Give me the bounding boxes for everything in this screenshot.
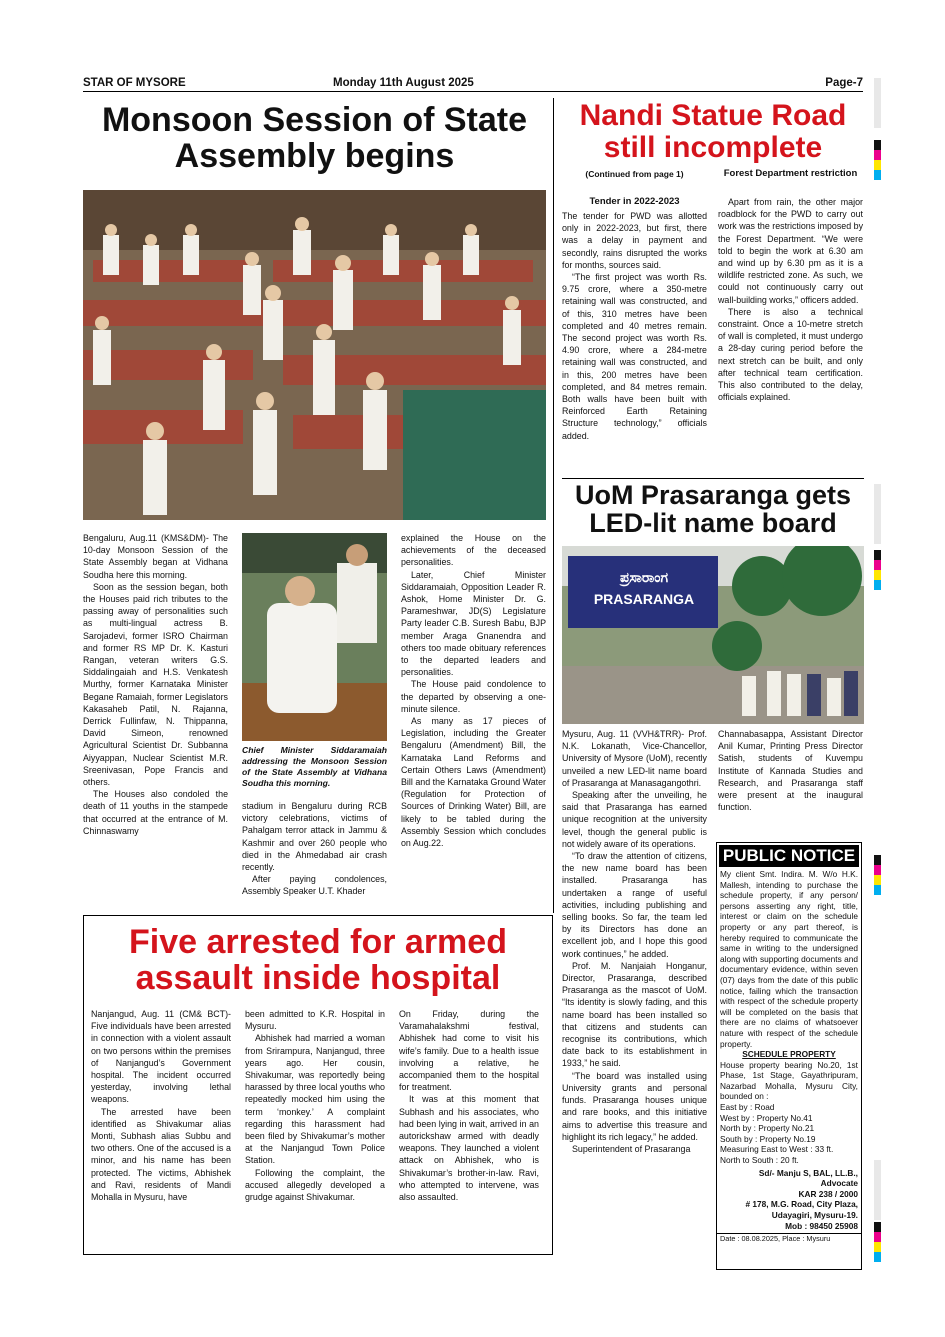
color-register-mark — [874, 1222, 881, 1262]
name-board-text: ಪ್ರಸಾರಾಂಗ PRASARANGA — [593, 569, 695, 607]
bound-line: Measuring East to West : 33 ft. — [720, 1144, 834, 1155]
registration-bar-mid — [874, 484, 881, 544]
schedule-property: House property bearing No.20, 1st Phase, 1st Stage, Gayathripuram, Nazarbad Mohalla, Mysuru City, bounded on : — [720, 1059, 858, 1102]
prasaranga-photo — [562, 546, 864, 724]
hospital-column-1 — [91, 1008, 231, 1203]
paragraph: Bengaluru, Aug.11 (KMS&DM)- The 10-day Monsoon Session of the State Assembly began at Vidhana Soudha here this morning. — [83, 533, 228, 580]
paragraph: been admitted to K.R. Hospital in Mysuru. — [245, 1009, 385, 1032]
sign-line: Udayagiri, Mysuru-19. — [771, 1210, 858, 1220]
notice-date: Date : 08.08.2025, Place : Mysuru — [717, 1233, 861, 1245]
sign-line: # 178, M.G. Road, City Plaza, — [745, 1199, 858, 1210]
color-register-mark — [874, 855, 881, 895]
continued-note: (Continued from page 1) — [585, 169, 684, 179]
color-register-mark — [874, 550, 881, 590]
chief-minister-illustration — [242, 533, 387, 741]
masthead — [83, 76, 863, 92]
paragraph: Speaking after the unveiling, he said that Prasaranga has earned unique recognition at the university level, though the general public is not widely aware of its operations. — [562, 790, 707, 849]
schedule-title: SCHEDULE PROPERTY — [742, 1049, 836, 1060]
hospital-column-3 — [399, 1008, 539, 1203]
paragraph: As many as 17 pieces of Legislation, including the Greater Bengaluru (Amendment) Bill, the Karnataka Land Reforms and Certain Others Laws (Amendment) Bill and the Karnataka Ground Water (Regulation for Protection of Sources of Drinking Water) Bill, are likely to be tabled during the Assembly Session which concludes on Aug.22. — [401, 716, 546, 849]
color-register-mark — [874, 140, 881, 180]
paragraph: stadium in Bengaluru during RCB victory celebrations, victims of Pahalgam terror attack in Jammu & Kashmir and over 260 people who died in the Ahmedabad air crash recently. — [242, 801, 387, 873]
hospital-headline: Five arrested for armed assault inside hospital — [129, 923, 507, 997]
prasaranga-headline: UoM Prasaranga gets LED-lit name board — [574, 480, 852, 539]
assembly-headline: Monsoon Session of State Assembly begins — [101, 101, 528, 175]
hospital-column-2 — [245, 1008, 385, 1203]
schedule-bounds — [717, 1102, 861, 1166]
sign-line: Mob : 98450 25908 — [785, 1220, 858, 1231]
assembly-photo-caption: Chief Minister Siddaramaiah addressing the Monsoon Session of the State Assembly at Vidhana Soudha this morning. — [242, 745, 387, 788]
section-divider — [562, 478, 864, 479]
page-number: Page-7 — [825, 77, 863, 89]
paragraph: Following the complaint, the accused allegedly developed a grudge against Shivakumar. — [245, 1167, 385, 1203]
paragraph: Prof. M. Nanjaiah Honganur, Director, Prasaranga, described Prasaranga as the mascot of UoM. “Its identity is slowly fading, and this name board has been installed so that citizens and students can recognise its contributions, which date back to its establishment in 1933,” he said. — [562, 960, 707, 1069]
bound-line: East by : Road — [720, 1102, 775, 1113]
assembly-hall-illustration — [83, 190, 546, 520]
paragraph: Mysuru, Aug. 11 (VVH&TRR)- Prof. N.K. Lokanath, Vice-Chancellor, University of Mysore (UoM), recently unveiled a new LED-lit name board of Prasaranga at Manasagangothri. — [562, 729, 707, 788]
nandi-headline: Nandi Statue Road still incomplete — [579, 99, 847, 164]
sign-line: Advocate — [820, 1178, 858, 1189]
paragraph: “To draw the attention of citizens, the new name board has been installed. Prasaranga has undertaken a range of useful activities, including publishing and selling books. So far, the team led by its Directors has done an excellent job, and I hope this good work continues,” he added. — [562, 851, 707, 959]
paper-name: STAR OF MYSORE — [83, 77, 186, 89]
advocate-signature — [717, 1166, 861, 1232]
prasaranga-column-1 — [562, 728, 707, 1155]
assembly-column-1 — [83, 532, 228, 837]
paragraph: Nanjangud, Aug. 11 (CM& BCT)- Five individuals have been arrested in connection with a violent assault on two persons within the premises of Nanjangud’s Government hospital. The incident occurred yesterday, involving lethal weapons. — [91, 1009, 231, 1105]
paragraph: The Houses also condoled the death of 11 youths in the stampede that occurred at the entrance of M. Chinnaswamy — [83, 789, 228, 836]
nandi-subhead-1: Tender in 2022-2023 — [589, 196, 680, 207]
paragraph: explained the House on the achievements of the deceased personalities. — [401, 533, 546, 568]
registration-bar-top — [874, 78, 881, 128]
bound-line: West by : Property No.41 — [720, 1112, 813, 1123]
paragraph: The House paid condolence to the departed by observing a one-minute silence. — [401, 679, 546, 714]
nandi-subhead-2: Forest Department restriction — [723, 168, 858, 179]
bound-line: North by : Property No.21 — [720, 1123, 815, 1134]
paragraph: “The board was installed using University grants and personal funds. Prasaranga houses unique and rare books, and this initiative aims to advertise this treasure and highlight its rich legacy,” he added. — [562, 1070, 707, 1142]
paragraph: Later, Chief Minister Siddaramaiah, Opposition Leader R. Ashok, Home Minister Dr. G. Parameshwar, JD(S) Legislature Party leader C.B. Suresh Babu, BJP member Araga Gnanendra and others too made obituary references to the departed leaders and personalities. — [401, 569, 546, 678]
assembly-column-3 — [401, 532, 546, 849]
paragraph: It was at this moment that Subhash and his associates, who had been lying in wait, arrived in an autorickshaw armed with deadly weapons. They launched a violent attack on Abhishek, who is Shivakumar’s brother-in-law. Ravi, who attempted to intervene, was also assaulted. — [399, 1094, 539, 1203]
paragraph: There is also a technical constraint. Once a 10-metre stretch of wall is completed, it must undergo a 28-day curing period before the next stretch can be built, and only after technical team certification. This also contributed to the delay, officials explained. — [718, 306, 863, 403]
assembly-column-2 — [242, 800, 387, 898]
sign-line: Sd/- Manju S, BAL, LL.B., — [758, 1167, 858, 1178]
prasaranga-column-2 — [718, 728, 863, 813]
paragraph: The arrested have been identified as Shivakumar alias Monti, Subhash alias Subbu and two others. One of the accused is a minor, and his name has been protected. The victims, Abhishek and Ravi, residents of Mandi Mohalla in Mysuru, have — [91, 1106, 231, 1203]
bound-line: South by : Property No.19 — [720, 1133, 816, 1144]
assembly-hall-photo — [83, 190, 546, 520]
paragraph: “The first project was worth Rs. 9.75 crore, where a 350-metre retaining wall was constructed, and of this, 310 metres have been completed and 40 metres remain. The second project was worth Rs. 4.90 crore, where a 284-metre retaining wall was constructed, and in this, 200 metres have been completed, and 84 metres remain. Both walls have been built with Reinforced Earth Retaining Structure technology,” officials added. — [562, 272, 707, 441]
paragraph: Soon as the session began, both the Houses paid rich tributes to the passing away of personalities such as multi-lingual actress B. Sarojadevi, former ISRO Chairman and former RS MP Dr. K. Kasturi Rangan, veteran writers G.S. Siddalingaiah and H.S. Venkatesh Murthy, former Karnataka Minister Begane Ramaiah, former Legislators Kakasaheb Patil, N. Rajanna, Derrick Fullinfaw, N. Thippanna, David Simeon, renowned Agricultural Scientist Dr. Subbanna Aiyyappan, Nuclear Scientist M.R. Sreenivasan, Pope Francis and others. — [83, 581, 228, 788]
notice-body: My client Smt. Indira. M. W/o H.K. Mallesh, intending to purchase the schedule property, if any person/ persons asserting any right, title, interest or claim on the schedule property or any part thereof, is hereby required to communicate the same in writing to the undersigned along with supporting documents and documentary evidence, within seven (07) days from the date of this public notice, failing which the transaction with respect of the schedule property will be completed on the basis that there are no claims of whatsoever nature with respect of the schedule property. — [720, 869, 858, 1049]
bound-line: North to South : 20 ft. — [720, 1155, 799, 1166]
nandi-column-1 — [562, 210, 707, 442]
sign-line: KAR 238 / 2000 — [798, 1188, 858, 1199]
notice-title: PUBLIC NOTICE — [719, 845, 859, 867]
paragraph: Abhishek had married a woman from Srirampura, Nanjangud, three years ago. Her cousin, Shivakumar, was reportedly being harassed by three local youths who repeatedly mocked him using the term ‘monkey.’ A complaint regarding this harassment had been filed by Shivakumar’s mother at the Nanjangud Town Police Station. — [245, 1033, 385, 1166]
issue-date: Monday 11th August 2025 — [333, 77, 474, 89]
nandi-column-2 — [718, 196, 863, 403]
siddaramaiah-photo — [242, 533, 387, 741]
registration-bar-low — [874, 1160, 881, 1220]
paragraph: Apart from rain, the other major roadblock for the PWD to carry out work was the restrictions imposed by the Forest Department. “We were told to begin the work at 6.30 am and wind up by 6.30 pm as it is a wildlife restricted zone. As such, we could not continuously carry out wall-building works,” officers added. — [718, 197, 864, 305]
public-notice-box — [716, 842, 862, 1270]
paragraph: Superintendent of Prasaranga — [572, 1143, 691, 1154]
paragraph: Channabasappa, Assistant Director Anil Kumar, Printing Press Director Satish, students of Kuvempu Institute of Kannada Studies and Research, and Prasaranga staff were present at the inaugural function. — [718, 729, 863, 813]
paragraph: On Friday, during the Varamahalakshmi festival, Abhishek had come to visit his wife’s family. Due to a health issue involving a relative, he accompanied them to the hospital for treatment. — [399, 1009, 539, 1093]
paragraph: The tender for PWD was allotted only in 2022-2023, but first, there was a delay in payment and secondly, rains disrupted the works for months, sources said. — [562, 211, 707, 270]
column-divider — [553, 98, 554, 913]
paragraph: After paying condolences, Assembly Speaker U.T. Khader — [242, 874, 387, 897]
